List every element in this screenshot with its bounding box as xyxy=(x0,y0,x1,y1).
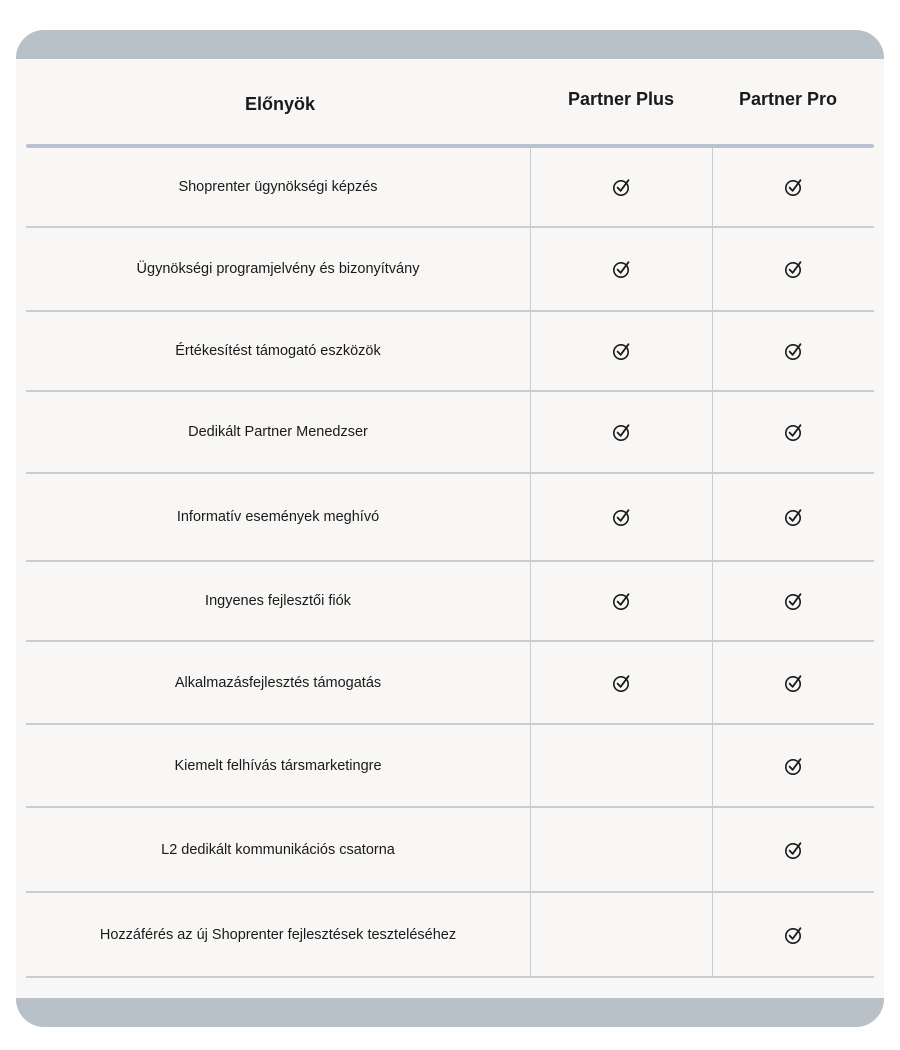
table-row xyxy=(26,228,874,312)
table-row xyxy=(26,642,874,725)
check-circle-icon xyxy=(612,591,632,611)
check-circle-icon xyxy=(612,177,632,197)
benefit-label: Shoprenter ügynökségi képzés xyxy=(178,179,378,195)
partner-plus-cell xyxy=(530,893,712,976)
check-circle-icon xyxy=(784,259,804,279)
benefit-label: Ingyenes fejlesztői fiók xyxy=(205,593,351,609)
partner-plus-cell xyxy=(530,228,712,310)
check-circle-icon xyxy=(784,673,804,693)
check-circle-icon xyxy=(784,177,804,197)
table-row xyxy=(26,893,874,978)
table-row xyxy=(26,148,874,228)
check-circle-icon xyxy=(612,507,632,527)
header-partner-plus: Partner Plus xyxy=(567,89,675,109)
benefit-label: Ügynökségi programjelvény és bizonyítvány xyxy=(136,261,420,277)
partner-pro-cell xyxy=(712,474,874,560)
check-circle-icon xyxy=(784,591,804,611)
benefit-label: Alkalmazásfejlesztés támogatás xyxy=(174,674,382,691)
check-circle-icon xyxy=(612,341,632,361)
check-circle-icon xyxy=(612,673,632,693)
table-row xyxy=(26,392,874,474)
table-row xyxy=(26,562,874,642)
benefit-label: Informatív események meghívó xyxy=(176,509,380,525)
table-row xyxy=(26,312,874,392)
benefit-label: Értékesítést támogató eszközök xyxy=(175,343,381,359)
check-circle-icon xyxy=(612,259,632,279)
check-circle-icon xyxy=(784,756,804,776)
partner-plus-cell xyxy=(530,562,712,640)
header-partner-pro: Partner Pro xyxy=(738,89,838,109)
partner-plus-cell xyxy=(530,808,712,891)
partner-plus-cell xyxy=(530,392,712,472)
check-circle-icon xyxy=(784,507,804,527)
table-row xyxy=(26,808,874,893)
check-circle-icon xyxy=(784,925,804,945)
check-circle-icon xyxy=(784,422,804,442)
benefit-label: Kiemelt felhívás társmarketingre xyxy=(174,757,382,774)
benefit-label: L2 dedikált kommunikációs csatorna xyxy=(161,841,395,858)
partner-plus-cell xyxy=(530,148,712,226)
partner-pro-cell xyxy=(712,893,874,976)
partner-pro-cell xyxy=(712,562,874,640)
partner-plus-cell xyxy=(530,474,712,560)
table-header xyxy=(16,59,884,144)
check-circle-icon xyxy=(784,840,804,860)
partner-pro-cell xyxy=(712,148,874,226)
partner-plus-cell xyxy=(530,312,712,390)
benefit-label: Dedikált Partner Menedzser xyxy=(188,424,368,440)
partner-pro-cell xyxy=(712,725,874,806)
partner-pro-cell xyxy=(712,808,874,891)
check-circle-icon xyxy=(784,341,804,361)
partner-plus-cell xyxy=(530,642,712,723)
header-benefits: Előnyök xyxy=(244,94,315,114)
partner-plus-cell xyxy=(530,725,712,806)
check-circle-icon xyxy=(612,422,632,442)
benefit-label: Hozzáférés az új Shoprenter fejlesztések teszteléséhez xyxy=(99,926,457,943)
table-row xyxy=(26,474,874,562)
partner-pro-cell xyxy=(712,642,874,723)
partner-pro-cell xyxy=(712,392,874,472)
partner-pro-cell xyxy=(712,312,874,390)
partner-pro-cell xyxy=(712,228,874,310)
table-row xyxy=(26,725,874,808)
